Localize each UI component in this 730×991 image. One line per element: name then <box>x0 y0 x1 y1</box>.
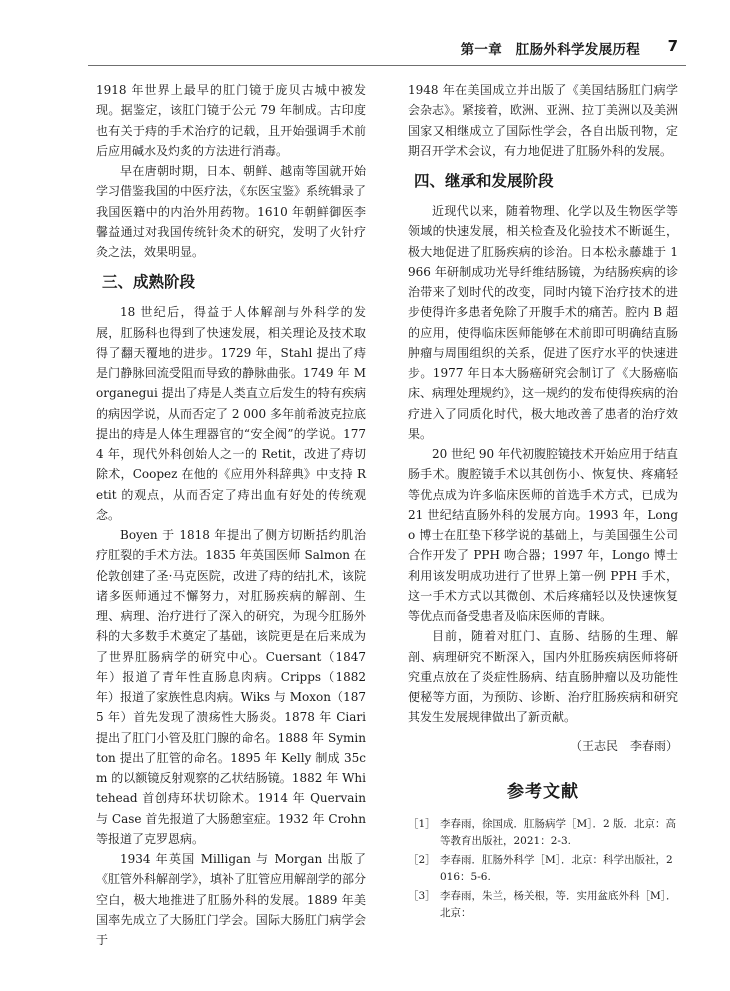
paragraph-boyen-salmon: Boyen 于 1818 年提出了侧方切断括约肌治疗肛裂的手术方法。1835 年英国医师 Salmon 在伦敦创建了圣·马克医院，改进了痔的结扎术，该院诸多医师通过不懈努力，对肛肠疾病的解剖、生理、病理、治疗进行了深入的研究，为现今肛肠外科的大多数手术奠定了基础，该院更是在后来成为了世界肛肠病学的研究中心。Cuersant（1847 年）报道了青年性直肠息肉病。Cripps（1882 年）报道了家族性息肉病。Wiks 与 Moxon（1875 年）首先发现了溃疡性大肠炎。1878 年 Ciari 提出了肛门小管及肛门腺的命名。1888 年 Syminton 提出了肛管的命名。1895 年 Kelly 制成 35cm 的以额镜反射观察的乙状结肠镜。1882 年 Whitehead 首创痔环状切除术。1914 年 Quervain 与 Case 首先报道了大肠憩室症。1932 年 Crohn 等报道了克罗恩病。 <box>96 528 366 846</box>
left-column <box>96 80 366 950</box>
references-list <box>408 816 678 922</box>
reference-item <box>408 852 678 886</box>
header-rule <box>88 65 686 66</box>
reference-number: ［2］ <box>408 854 436 866</box>
running-header <box>0 0 730 60</box>
reference-item <box>408 888 678 922</box>
right-column <box>408 80 678 924</box>
paragraph-pompeii-anoscope: 1918 年世界上最早的肛门镜于庞贝古城中被发现。据鉴定，该肛门镜于公元 79 年制成。古印度也有关于痔的手术治疗的记载，且开始强调手术前后应用碱水及灼炙的方法进行消毒。 <box>96 83 366 158</box>
author-attribution: （王志民 李春雨） <box>569 738 678 753</box>
reference-number: ［1］ <box>408 818 436 830</box>
reference-number: ［3］ <box>408 890 436 902</box>
paragraph-current-research: 目前，随着对肛门、直肠、结肠的生理、解剖、病理研究不断深入，国内外肛肠疾病医师将研究重点放在了炎症性肠病、结直肠肿瘤以及功能性便秘等方面，为预防、诊断、治疗肛肠疾病和研究其发生发展规律做出了新贡献。 <box>408 629 678 725</box>
section-heading-maturity: 三、成熟阶段 <box>102 273 196 292</box>
paragraph-modern-diagnostics: 近现代以来，随着物理、化学以及生物医学等领域的快速发展，相关检查及化验技术不断诞生，极大地促进了肛肠疾病的诊治。日本松永藤雄于 1966 年研制成功光导纤维结肠镜，为结肠疾病的诊治带来了划时代的改变，同时内镜下治疗技术的进步使得许多患者免除了开腹手术的痛苦。腔内 B 超的应用，使得临床医师能够在术前即可明确结直肠肿瘤与周围组织的关系，促进了医疗水平的快速进步。1977 年日本大肠癌研究会制订了《大肠癌临床、病理处理规约》，这一规约的发布使得疾病的治疗进入了同质化时代，极大地改善了患者的治疗效果。 <box>408 204 679 441</box>
paragraph-tang-dynasty: 早在唐朝时期，日本、朝鲜、越南等国就开始学习借鉴我国的中医疗法，《东医宝鉴》系统辑录了我国医籍中的内治外用药物。1610 年朝鲜御医李馨益通过对我国传统针灸术的研究，发明了火针疗灸之法，效果明显。 <box>96 164 367 259</box>
paragraph-1948-society: 1948 年在美国成立并出版了《美国结肠肛门病学会杂志》。紧接着，欧洲、亚洲、拉丁美洲以及美洲国家又相继成立了国际性学会，各自出版刊物，定期召开学术会议，有力地促进了肛肠外科的发展。 <box>408 83 679 158</box>
reference-text: 李春雨，徐国成．肛肠病学［M］．2 版．北京：高等教育出版社，2021：2-3. <box>440 818 677 847</box>
chapter-title: 第一章 肛肠外科学发展历程 <box>460 42 640 58</box>
references-heading: 参考文献 <box>507 781 579 802</box>
reference-text: 李春雨，朱兰，杨关根，等．实用盆底外科［M］．北京： <box>440 890 677 919</box>
page-number: 7 <box>667 37 678 55</box>
reference-item <box>408 816 678 850</box>
section-heading-development: 四、继承和发展阶段 <box>414 172 554 190</box>
reference-text: 李春雨．肛肠外科学［M］．北京：科学出版社，2016：5-6. <box>440 854 673 883</box>
paragraph-milligan-morgan: 1934 年英国 Milligan 与 Morgan 出版了《肛管外科解剖学》，填补了肛管应用解剖学的部分空白，极大地推进了肛肠外科的发展。1889 年美国率先成立了大肠肛门学会。国际大肠肛门病学会于 <box>96 852 367 947</box>
paragraph-laparoscopy: 20 世纪 90 年代初腹腔镜技术开始应用于结直肠手术。腹腔镜手术以其创伤小、恢复快、疼痛轻等优点成为许多临床医师的首选手术方式，已成为 21 世纪结直肠外科的发展方向。1993 年，Longo 博士在肛垫下移学说的基础上，与美国强生公司合作开发了 PPH 吻合器；1997 年，Longo 博士利用该发明成功进行了世界上第一例 PPH 手术，这一手术方式以其微创、术后疼痛轻以及快速恢复等优点而备受患者及临床医师的青睐。 <box>408 447 678 623</box>
paragraph-18th-century: 18 世纪后，得益于人体解剖与外科学的发展，肛肠科也得到了快速发展，相关理论及技术取得了翻天覆地的进步。1729 年，Stahl 提出了痔是门静脉回流受阻而导致的静脉曲张。1749 年 Morganegui 提出了痔是人类直立后发生的特有疾病的病因学说，从而否定了 2 000 多年前希波克拉底提出的痔是人体生理器官的“安全阀”的学说。1774 年，现代外科创始人之一的 Retit，改进了痔切除术，Coopez 在他的《应用外科辞典》中支持 Retit 的观点，从而否定了痔出血有好处的传统观念。 <box>96 305 366 522</box>
